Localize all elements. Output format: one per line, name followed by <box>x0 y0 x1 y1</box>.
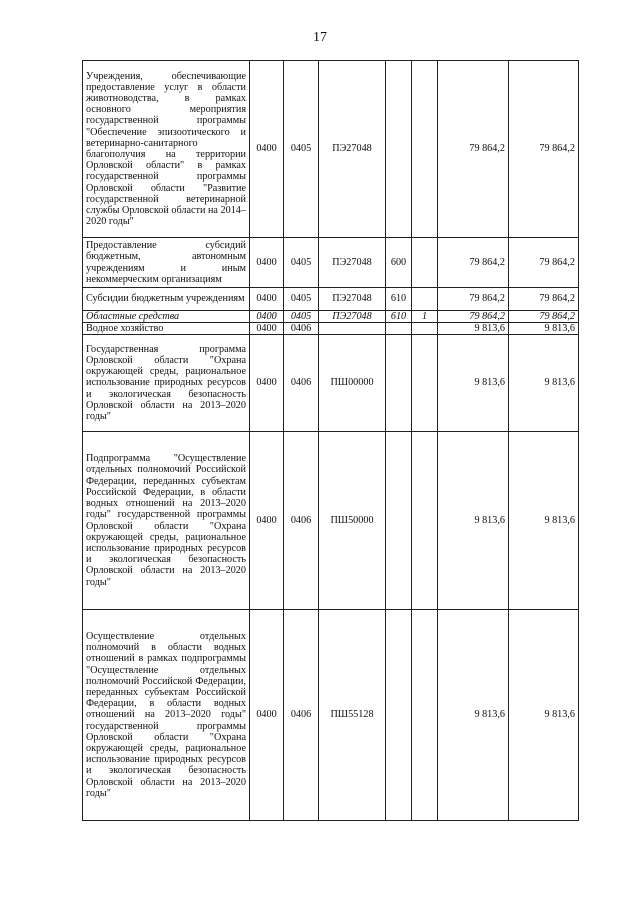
subsection-code-cell: 0405 <box>284 61 319 238</box>
amount-cell-1: 79 864,2 <box>438 238 509 288</box>
amount-cell-1: 79 864,2 <box>438 311 509 323</box>
table-row <box>83 288 579 311</box>
subsection-code-cell: 0406 <box>284 610 319 821</box>
expense-type-cell: 600 <box>386 238 412 288</box>
target-article-cell: ПЭ27048 <box>319 311 386 323</box>
amount-cell-2: 79 864,2 <box>509 238 579 288</box>
target-article-cell: ПЭ27048 <box>319 61 386 238</box>
target-article-cell: ПШ55128 <box>319 610 386 821</box>
target-article-cell <box>319 323 386 335</box>
table-row <box>83 323 579 335</box>
source-code-cell <box>412 323 438 335</box>
row-name-cell: Учреждения, обеспечивающие предоставление услуг в области животноводства, в рамках основного мероприятия государственной программы "Обеспечение эпизоотического и ветеринарно-санитарного благополучия на территории Орловской области" в рамках государственной программы Орловской области "Развитие государственной ветеринарной службы Орловской области на 2014–2020 годы" <box>83 61 250 238</box>
source-code-cell <box>412 335 438 432</box>
table-row <box>83 61 579 238</box>
section-code-cell: 0400 <box>250 432 284 610</box>
section-code-cell: 0400 <box>250 323 284 335</box>
expense-type-cell <box>386 610 412 821</box>
section-code-cell: 0400 <box>250 61 284 238</box>
amount-cell-2: 79 864,2 <box>509 61 579 238</box>
section-code-cell: 0400 <box>250 335 284 432</box>
page-number: 17 <box>313 30 327 45</box>
subsection-code-cell: 0405 <box>284 311 319 323</box>
table-row <box>83 335 579 432</box>
row-name-cell: Областные средства <box>83 311 250 323</box>
amount-cell-2: 9 813,6 <box>509 335 579 432</box>
target-article-cell: ПЭ27048 <box>319 238 386 288</box>
row-name-cell: Предоставление субсидий бюджетным, автономным учреждениям и иным некоммерческим организациям <box>83 238 250 288</box>
source-code-cell <box>412 61 438 238</box>
section-code-cell: 0400 <box>250 311 284 323</box>
subsection-code-cell: 0406 <box>284 335 319 432</box>
row-name-cell: Подпрограмма "Осуществление отдельных полномочий Российской Федерации, переданных субъектам Российской Федерации, в области водных отношений на 2013–2020 годы" государственной программы Орловской области "Охрана окружающей среды, рациональное использование природных ресурсов и экологическая безопасность Орловской области на 2013–2020 годы" <box>83 432 250 610</box>
source-code-cell <box>412 432 438 610</box>
amount-cell-1: 79 864,2 <box>438 288 509 311</box>
amount-cell-2: 9 813,6 <box>509 610 579 821</box>
expense-type-cell: 610 <box>386 288 412 311</box>
expense-type-cell <box>386 335 412 432</box>
amount-cell-1: 9 813,6 <box>438 335 509 432</box>
table-row <box>83 610 579 821</box>
subsection-code-cell: 0406 <box>284 323 319 335</box>
amount-cell-1: 9 813,6 <box>438 323 509 335</box>
budget-table <box>82 60 579 821</box>
subsection-code-cell: 0405 <box>284 288 319 311</box>
expense-type-cell <box>386 323 412 335</box>
amount-cell-2: 9 813,6 <box>509 432 579 610</box>
section-code-cell: 0400 <box>250 238 284 288</box>
amount-cell-2: 79 864,2 <box>509 288 579 311</box>
table-row <box>83 238 579 288</box>
target-article-cell: ПШ00000 <box>319 335 386 432</box>
section-code-cell: 0400 <box>250 288 284 311</box>
row-name-cell: Водное хозяйство <box>83 323 250 335</box>
amount-cell-2: 79 864,2 <box>509 311 579 323</box>
subsection-code-cell: 0406 <box>284 432 319 610</box>
table-row <box>83 432 579 610</box>
target-article-cell: ПЭ27048 <box>319 288 386 311</box>
amount-cell-1: 9 813,6 <box>438 610 509 821</box>
amount-cell-1: 79 864,2 <box>438 61 509 238</box>
amount-cell-2: 9 813,6 <box>509 323 579 335</box>
section-code-cell: 0400 <box>250 610 284 821</box>
source-code-cell: 1 <box>412 311 438 323</box>
expense-type-cell <box>386 432 412 610</box>
table-row <box>83 311 579 323</box>
row-name-cell: Субсидии бюджетным учреждениям <box>83 288 250 311</box>
target-article-cell: ПШ50000 <box>319 432 386 610</box>
row-name-cell: Осуществление отдельных полномочий в области водных отношений в рамках подпрограммы "Осуществление отдельных полномочий Российской Федерации, переданных субъектам Российской Федерации, в области водных отношений на 2013–2020 годы" государственной программы Орловской области "Охрана окружающей среды, рациональное использование природных ресурсов и экологическая безопасность Орловской области на 2013–2020 годы" <box>83 610 250 821</box>
subsection-code-cell: 0405 <box>284 238 319 288</box>
expense-type-cell <box>386 61 412 238</box>
row-name-cell: Государственная программа Орловской области "Охрана окружающей среды, рациональное использование природных ресурсов и экологическая безопасность Орловской области на 2013–2020 годы" <box>83 335 250 432</box>
source-code-cell <box>412 238 438 288</box>
amount-cell-1: 9 813,6 <box>438 432 509 610</box>
source-code-cell <box>412 288 438 311</box>
expense-type-cell: 610 <box>386 311 412 323</box>
source-code-cell <box>412 610 438 821</box>
